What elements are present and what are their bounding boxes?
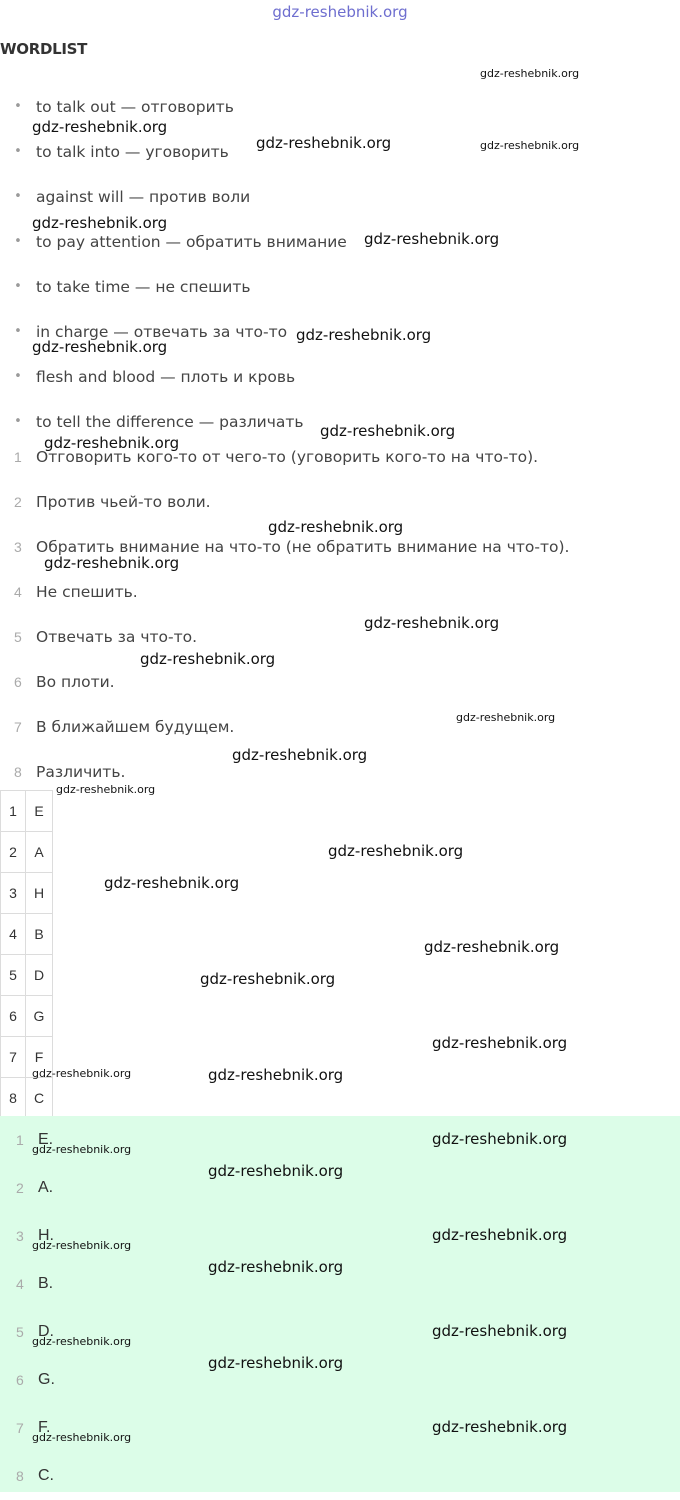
watermark: gdz-reshebnik.org	[424, 938, 560, 956]
watermark: gdz-reshebnik.org	[328, 842, 464, 860]
answer-text: C.	[38, 1467, 54, 1484]
item-number: 8	[14, 763, 22, 780]
answer-item	[0, 1116, 680, 1164]
wordlist-item-text: in charge — отвечать за что-то	[36, 322, 288, 341]
translation-item	[0, 614, 680, 659]
watermark: gdz-reshebnik.org	[456, 711, 556, 724]
table-cell-number: 8	[1, 1078, 26, 1119]
translation-text: Отвечать за что-то.	[36, 627, 198, 646]
item-number: 5	[14, 628, 22, 645]
watermark: gdz-reshebnik.org	[480, 67, 580, 80]
watermark: gdz-reshebnik.org	[44, 554, 180, 572]
watermark: gdz-reshebnik.org	[32, 214, 168, 232]
table-cell-letter: E	[26, 791, 53, 832]
table-cell-letter: A	[26, 832, 53, 873]
table-cell-number: 6	[1, 996, 26, 1037]
wordlist-item	[0, 174, 680, 219]
watermark: gdz-reshebnik.org	[432, 1322, 568, 1340]
bullet-icon: •	[14, 369, 22, 384]
wordlist-item-text: to tell the difference — различать	[36, 412, 304, 431]
site-title-link[interactable]: gdz-reshebnik.org	[272, 3, 408, 21]
translation-text: Отговорить кого-то от чего-то (уговорить кого-то на что-то).	[36, 447, 539, 466]
watermark: gdz-reshebnik.org	[432, 1130, 568, 1148]
wordlist-item-text: to take time — не спешить	[36, 277, 251, 296]
table-row	[1, 914, 53, 955]
table-cell-number: 5	[1, 955, 26, 996]
wordlist-item-text: flesh and blood — плоть и кровь	[36, 367, 296, 386]
answer-text: B.	[38, 1275, 54, 1292]
watermark: gdz-reshebnik.org	[32, 338, 168, 356]
answer-item	[0, 1452, 680, 1500]
watermark: gdz-reshebnik.org	[200, 970, 336, 988]
wordlist-item	[0, 264, 680, 309]
translation-text: Против чьей-то воли.	[36, 492, 211, 511]
bullet-icon: •	[14, 324, 22, 339]
item-number: 7	[14, 718, 22, 735]
item-number: 2	[16, 1180, 24, 1196]
table-row	[1, 873, 53, 914]
answer-item	[0, 1404, 680, 1452]
item-number: 7	[16, 1420, 24, 1436]
bullet-icon: •	[14, 144, 22, 159]
table-cell-number: 7	[1, 1037, 26, 1078]
item-number: 1	[16, 1132, 24, 1148]
watermark: gdz-reshebnik.org	[32, 1239, 132, 1252]
item-number: 6	[16, 1372, 24, 1388]
translation-text: Обратить внимание на что-то (не обратить внимание на что-то).	[36, 537, 570, 556]
table-row	[1, 1078, 53, 1119]
watermark: gdz-reshebnik.org	[208, 1162, 344, 1180]
table-cell-number: 4	[1, 914, 26, 955]
watermark: gdz-reshebnik.org	[208, 1258, 344, 1276]
answer-text: G.	[38, 1371, 55, 1388]
watermark: gdz-reshebnik.org	[296, 326, 432, 344]
watermark: gdz-reshebnik.org	[480, 139, 580, 152]
table-row	[1, 791, 53, 832]
translation-item	[0, 704, 680, 749]
item-number: 2	[14, 493, 22, 510]
wordlist-item-text: to talk out — отговорить	[36, 97, 234, 116]
watermark: gdz-reshebnik.org	[268, 518, 404, 536]
table-row	[1, 996, 53, 1037]
item-number: 3	[14, 538, 22, 555]
answer-text: A.	[38, 1179, 54, 1196]
translation-item	[0, 569, 680, 614]
item-number: 8	[16, 1468, 24, 1484]
watermark: gdz-reshebnik.org	[32, 1431, 132, 1444]
wordlist-item-text: to talk into — уговорить	[36, 142, 229, 161]
table-cell-letter: H	[26, 873, 53, 914]
watermark: gdz-reshebnik.org	[364, 614, 500, 632]
wordlist-item	[0, 354, 680, 399]
bullet-icon: •	[14, 279, 22, 294]
item-number: 1	[14, 448, 22, 465]
item-number: 4	[14, 583, 22, 600]
table-cell-number: 1	[1, 791, 26, 832]
translation-text: Различить.	[36, 762, 126, 781]
answer-item	[0, 1308, 680, 1356]
table-cell-number: 2	[1, 832, 26, 873]
table-cell-letter: G	[26, 996, 53, 1037]
item-number: 6	[14, 673, 22, 690]
watermark: gdz-reshebnik.org	[208, 1066, 344, 1084]
wordlist-heading: WORDLIST	[0, 40, 88, 58]
watermark: gdz-reshebnik.org	[320, 422, 456, 440]
answer-text: E.	[38, 1131, 54, 1148]
bullet-icon: •	[14, 414, 22, 429]
watermark: gdz-reshebnik.org	[208, 1354, 344, 1372]
translation-text: Не спешить.	[36, 582, 138, 601]
table-cell-letter: B	[26, 914, 53, 955]
wordlist-item-text: against will — против воли	[36, 187, 251, 206]
watermark: gdz-reshebnik.org	[32, 1143, 132, 1156]
watermark: gdz-reshebnik.org	[232, 746, 368, 764]
answer-text: H.	[38, 1227, 54, 1244]
watermark: gdz-reshebnik.org	[432, 1034, 568, 1052]
table-row	[1, 832, 53, 873]
bullet-icon: •	[14, 189, 22, 204]
translation-item	[0, 659, 680, 704]
table-row	[1, 955, 53, 996]
watermark: gdz-reshebnik.org	[104, 874, 240, 892]
watermark: gdz-reshebnik.org	[140, 650, 276, 668]
watermark: gdz-reshebnik.org	[44, 434, 180, 452]
table-cell-letter: D	[26, 955, 53, 996]
item-number: 4	[16, 1276, 24, 1292]
watermark: gdz-reshebnik.org	[256, 134, 392, 152]
table-cell-letter: C	[26, 1078, 53, 1119]
answer-text: F.	[38, 1419, 51, 1436]
table-cell-number: 3	[1, 873, 26, 914]
answer-text: D.	[38, 1323, 54, 1340]
translation-list	[0, 434, 680, 794]
watermark: gdz-reshebnik.org	[432, 1418, 568, 1436]
translation-text: В ближайшем будущем.	[36, 717, 235, 736]
item-number: 5	[16, 1324, 24, 1340]
answer-item	[0, 1212, 680, 1260]
watermark: gdz-reshebnik.org	[32, 118, 168, 136]
translation-text: Во плоти.	[36, 672, 115, 691]
watermark: gdz-reshebnik.org	[364, 230, 500, 248]
watermark: gdz-reshebnik.org	[32, 1335, 132, 1348]
item-number: 3	[16, 1228, 24, 1244]
table-cell-letter: F	[26, 1037, 53, 1078]
wordlist-item-text: to pay attention — обратить внимание	[36, 232, 347, 251]
watermark: gdz-reshebnik.org	[32, 1067, 132, 1080]
watermark: gdz-reshebnik.org	[56, 783, 156, 796]
watermark: gdz-reshebnik.org	[432, 1226, 568, 1244]
bullet-icon: •	[14, 99, 22, 114]
bullet-icon: •	[14, 234, 22, 249]
